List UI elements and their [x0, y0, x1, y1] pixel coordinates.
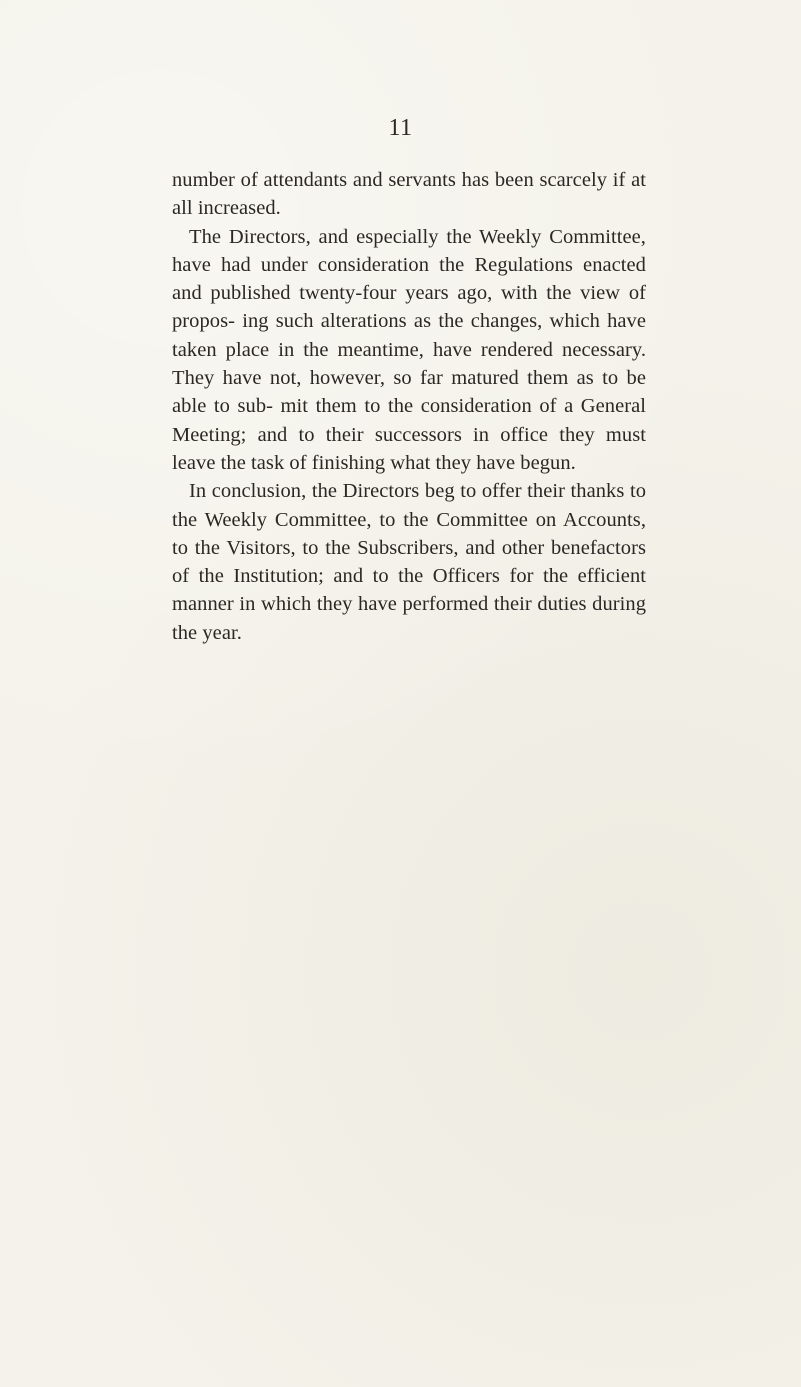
- body-text: [172, 166, 646, 647]
- paragraph-conclusion: In conclusion, the Directors beg to offer their thanks to the Weekly Committee, to the Committee on Accounts, to the Visitors, to the Subscribers, and other benefactors of the Institution; and to the Officers for the efficient manner in which they have performed their duties during the year.: [172, 480, 646, 644]
- page-number: 11: [388, 115, 413, 141]
- paragraph-continuation: number of attendants and servants has been scarcely if at all increased.: [172, 169, 646, 220]
- paragraph-regulations: The Directors, and especially the Weekly Committee, have had under consideration the Regulations enacted and published twenty-four years ago, with the view of propos- ing such alterations as the changes, which have taken place in the meantime, have rendered necessary. They have not, however, so far matured them as to be able to sub- mit them to the consideration of a General Meeting; and to their successors in office they must leave the task of finishing what they have begun.: [172, 225, 646, 474]
